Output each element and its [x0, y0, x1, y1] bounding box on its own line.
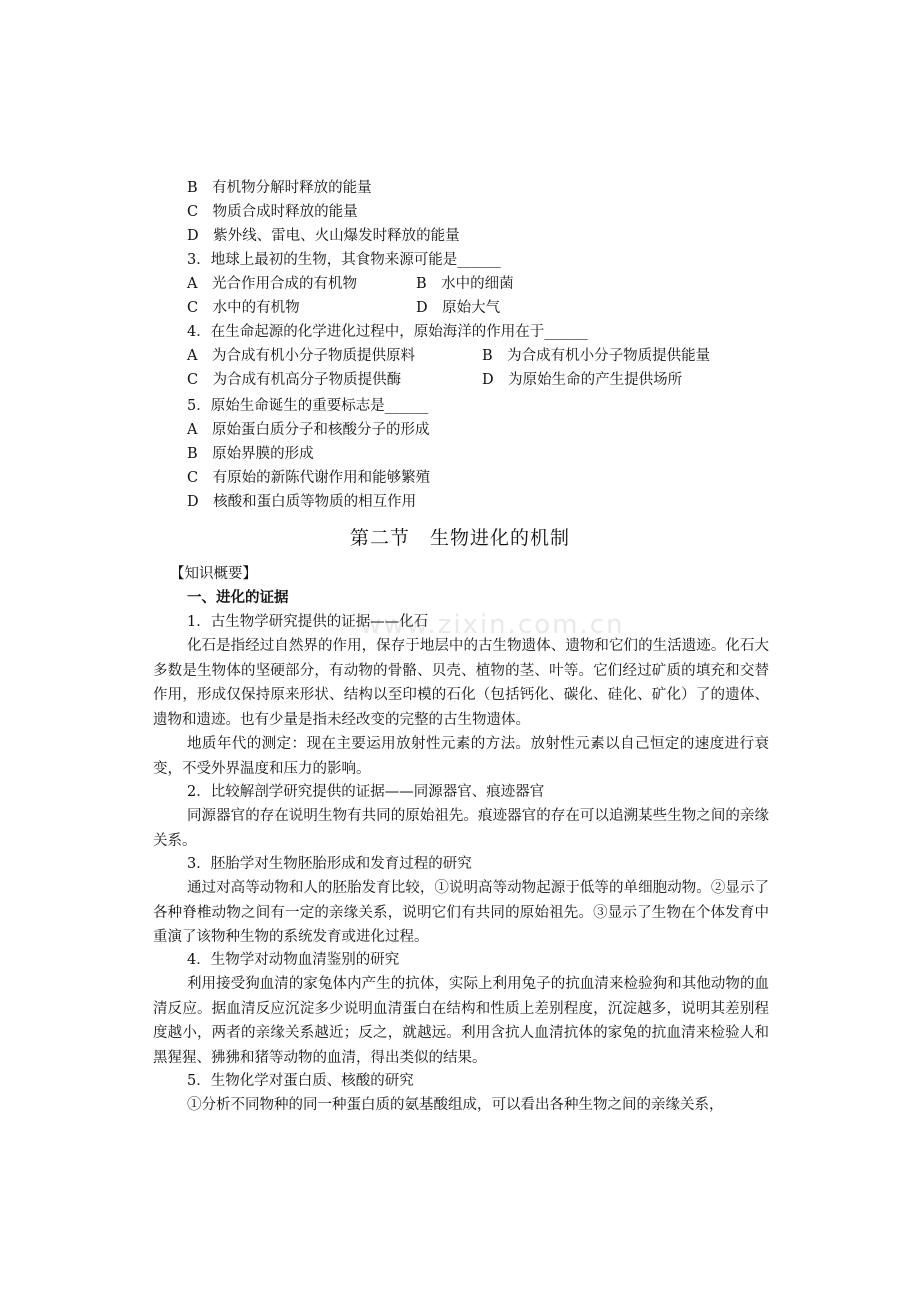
q2-option-d: D 紫外线、雷电、火山爆发时释放的能量 — [187, 228, 460, 244]
q4-option-c: C 为合成有机高分子物质提供酶 — [187, 372, 402, 388]
s3-title: 3．胚胎学对生物胚胎形成和发育过程的研究 — [187, 856, 472, 872]
s4-title: 4．生物学对动物血清鉴别的研究 — [187, 952, 400, 968]
q5-option-a: A 原始蛋白质分子和核酸分子的形成 — [187, 422, 430, 438]
q4-option-d: D 为原始生命的产生提供场所 — [482, 372, 683, 388]
q3-option-d: D 原始大气 — [416, 300, 501, 316]
q5-option-d: D 核酸和蛋白质等物质的相互作用 — [187, 494, 417, 510]
watermark: www.zixin.com.cn — [360, 610, 625, 640]
s5-title: 5．生物化学对蛋白质、核酸的研究 — [187, 1073, 414, 1089]
q4-option-b: B 为合成有机小分子物质提供能量 — [482, 348, 711, 364]
heading-evidence: 一、进化的证据 — [187, 589, 289, 606]
overview-label: 【知识概要】 — [170, 566, 257, 582]
q5-option-b: B 原始界膜的形成 — [187, 446, 314, 462]
q3-option-b: B 水中的细菌 — [416, 276, 514, 292]
q5-option-c: C 有原始的新陈代谢作用和能够繁殖 — [187, 470, 431, 486]
q4-stem: 4．在生命起源的化学进化过程中，原始海洋的作用在于______ — [187, 324, 588, 340]
s1-paragraph-1: 化石是指经过自然界的作用，保存于地层中的古生物遗体、遗物和它们的生活遗迹。化石大多数是生物体的坚硬部分，有动物的骨骼、贝壳、植物的茎、叶等。它们经过矿质的填充和交替作用，形成仅保持原来形状、结构以至印模的石化（包括钙化、碳化、硅化、矿化）了的遗体、遗物和遗迹。也有少量是指未经改变的完整的古生物遗体。 — [153, 638, 769, 728]
s1-paragraph-2: 地质年代的测定：现在主要运用放射性元素的方法。放射性元素以自己恒定的速度进行衰变，不受外界温度和压力的影响。 — [153, 736, 769, 777]
s3-paragraph-1: 通过对高等动物和人的胚胎发育比较，①说明高等动物起源于低等的单细胞动物。②显示了各种脊椎动物之间有一定的亲缘关系，说明它们有共同的原始祖先。③显示了生物在个体发育中重演了该物种生物的系统发育或进化过程。 — [153, 880, 769, 945]
q4-option-a: A 为合成有机小分子物质提供原料 — [187, 348, 415, 364]
s5-paragraph-1: ①分析不同物种的同一种蛋白质的氨基酸组成，可以看出各种生物之间的亲缘关系， — [187, 1097, 724, 1113]
q3-option-c: C 水中的有机物 — [187, 300, 300, 316]
q3-option-a: A 光合作用合成的有机物 — [187, 276, 357, 292]
q5-stem: 5．原始生命诞生的重要标志是______ — [187, 398, 429, 414]
s2-title: 2．比较解剖学研究提供的证据——同源器官、痕迹器官 — [187, 784, 545, 800]
q2-option-b: B 有机物分解时释放的能量 — [187, 180, 372, 196]
q2-option-c: C 物质合成时释放的能量 — [187, 204, 358, 220]
s2-paragraph-1: 同源器官的存在说明生物有共同的原始祖先。痕迹器官的存在可以追溯某些生物之间的亲缘关系。 — [153, 808, 769, 849]
q3-stem: 3．地球上最初的生物，其食物来源可能是______ — [187, 252, 501, 268]
s4-paragraph-1: 利用接受狗血清的家兔体内产生的抗体，实际上利用兔子的抗血清来检验狗和其他动物的血清反应。据血清反应沉淀多少说明血清蛋白在结构和性质上差别程度，沉淀越多，说明其差别程度越小，两者的亲缘关系越近；反之，就越远。利用含抗人血清抗体的家兔的抗血清来检验人和黑猩猩、狒狒和猪等动物的血清，得出类似的结果。 — [153, 976, 769, 1066]
s1-title: 1．古生物学研究提供的证据——化石 — [187, 614, 429, 630]
section-title: 第二节 生物进化的机制 — [349, 527, 570, 549]
